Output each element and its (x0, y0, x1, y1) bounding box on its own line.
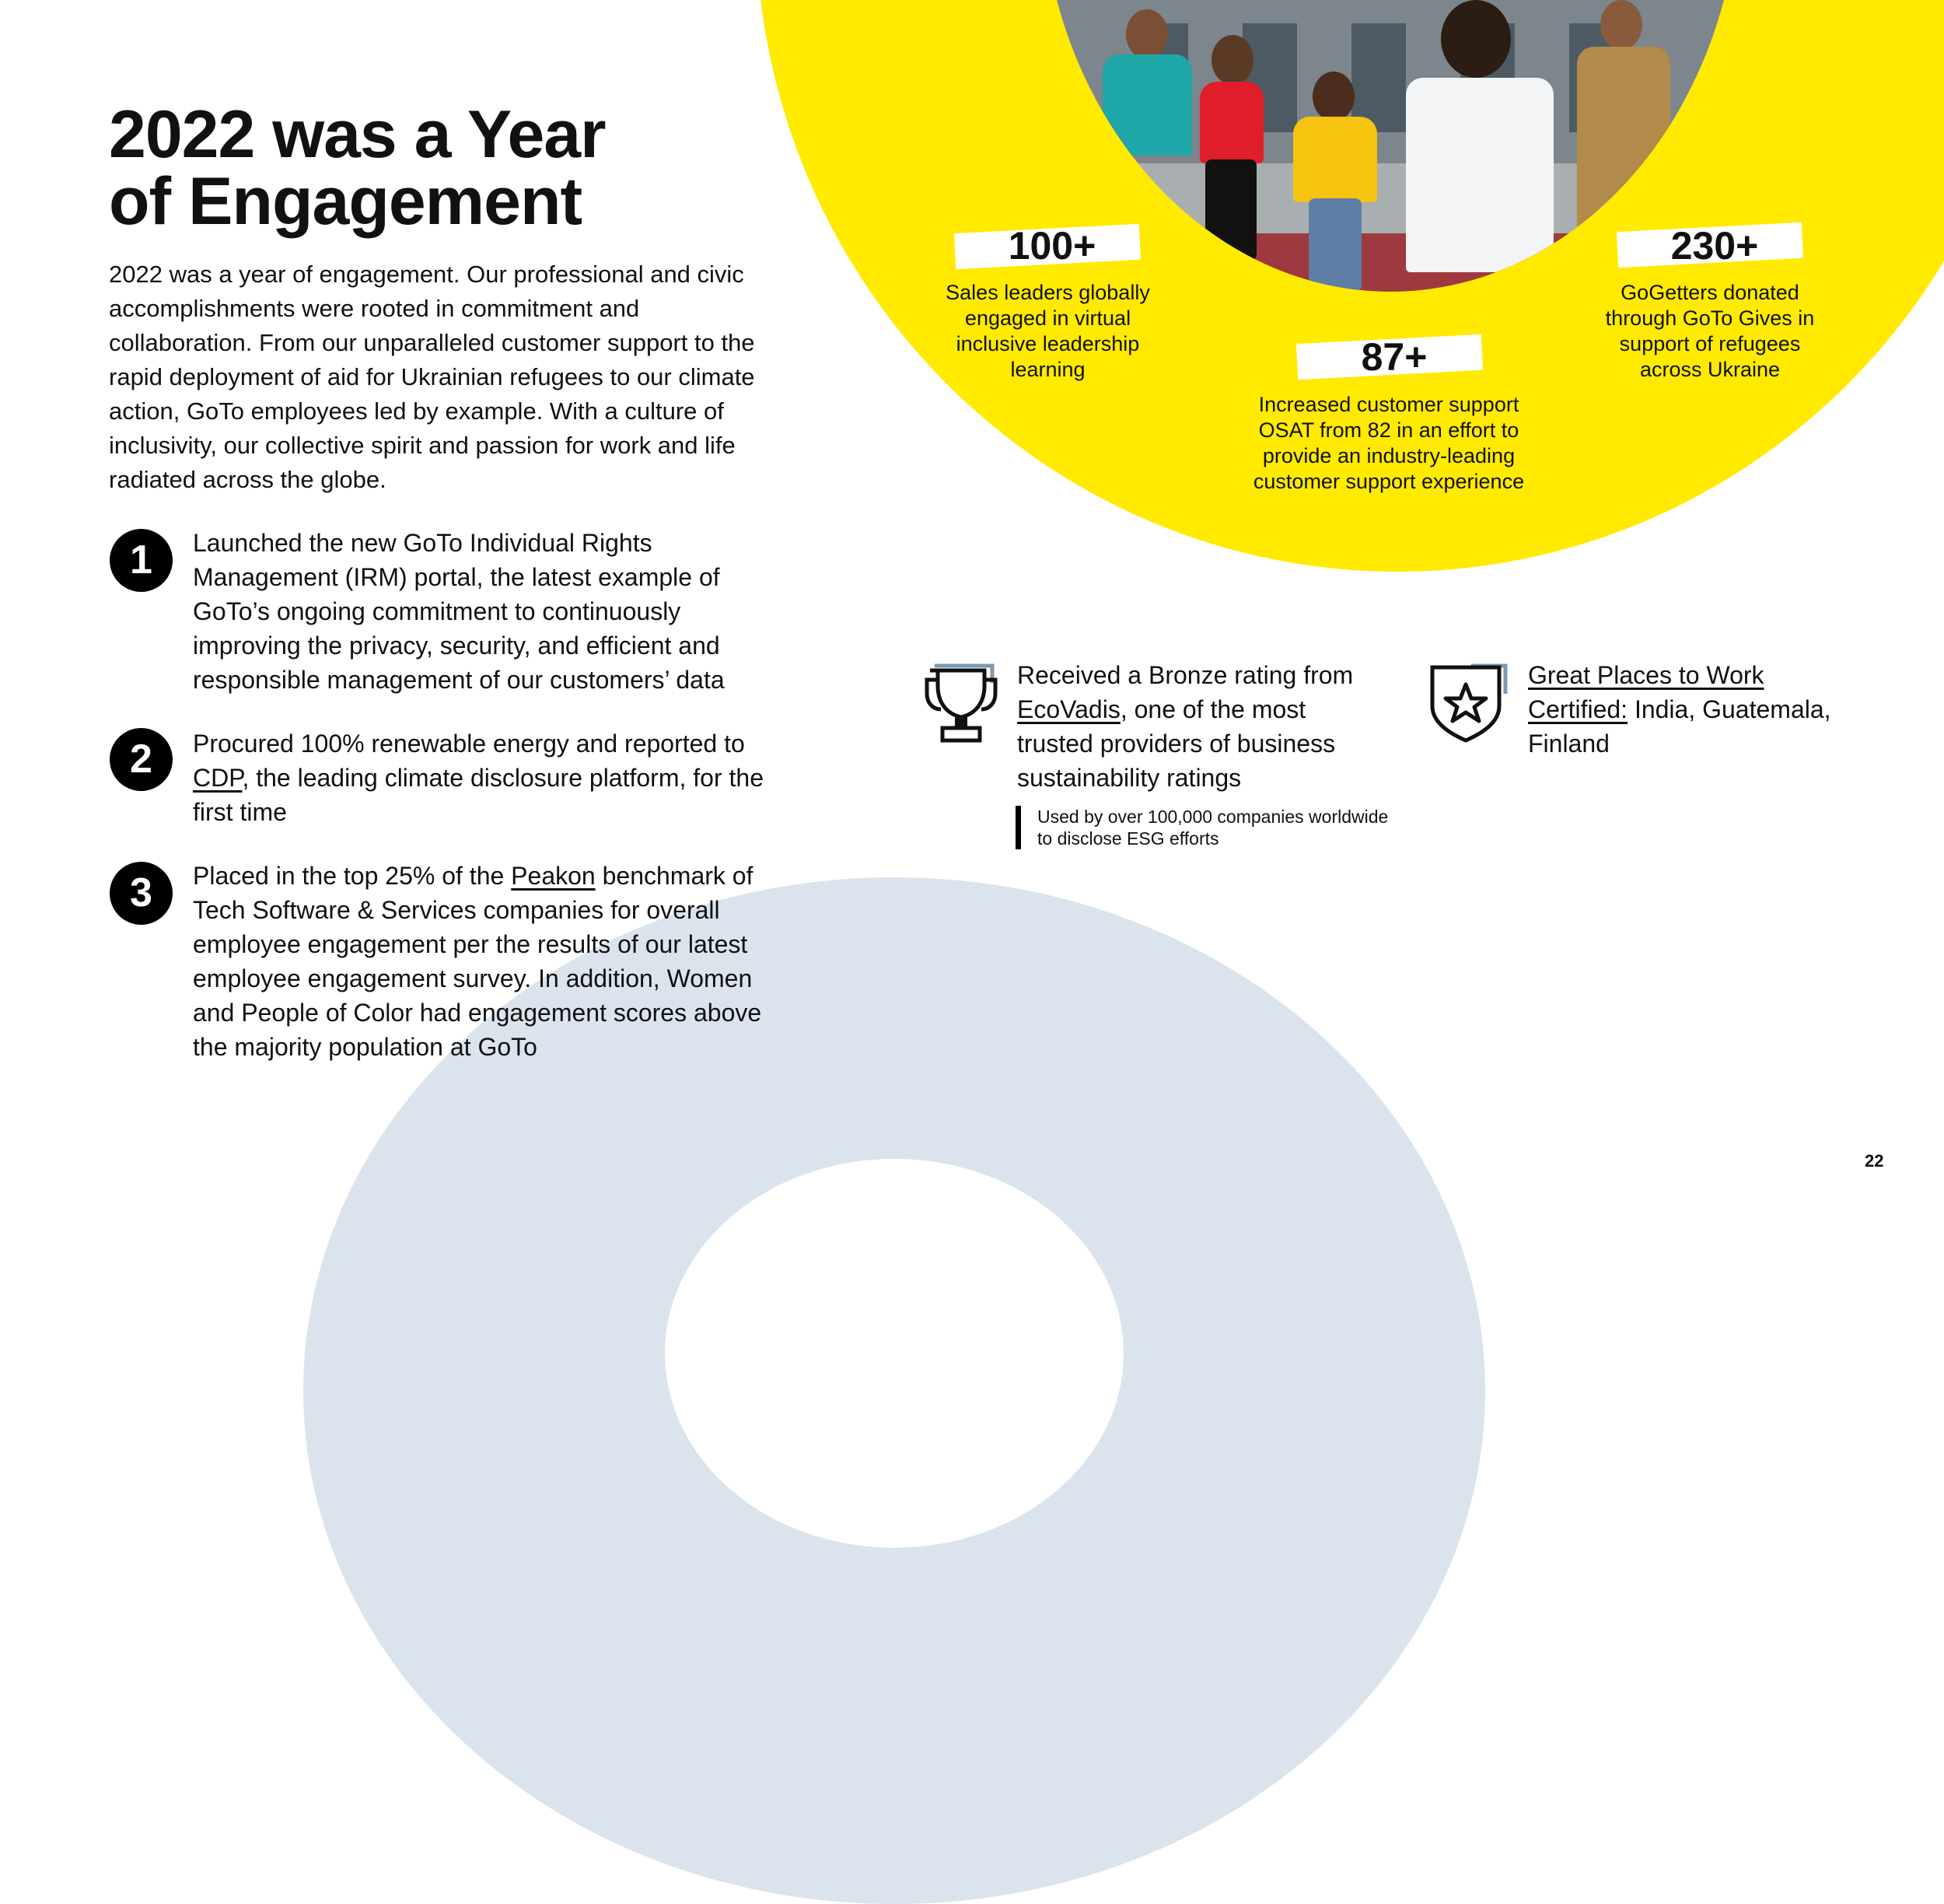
gptw-countries: India, Guatemala, Finland (1528, 695, 1831, 758)
stat-1-description: Sales leaders globally engaged in virtual inclusive leadership learning (946, 281, 1150, 381)
intro-paragraph: 2022 was a year of engagement. Our professional and civic accomplishments were rooted in commitment and collaboration. From our unparalleled customer support to the rapid deployment of aid for Ukrainian refugees to our climate action, GoTo employees led by example. With a culture of inclusivity, our collective spirit and passion for work and life radiated across the globe. (109, 261, 755, 493)
person-head (1212, 35, 1253, 85)
list-item-2-text (193, 726, 784, 829)
person-torso (1406, 78, 1554, 272)
bronze-note: Used by over 100,000 companies worldwide to disclose ESG efforts (1037, 807, 1389, 849)
blue-arc-inner (665, 1159, 1124, 1548)
list-item-2-text-start: Procured 100% renewable energy and reported to (193, 730, 745, 758)
peakon-link[interactable]: Peakon (511, 862, 596, 890)
stat-3-value: 230+ (1670, 224, 1759, 268)
person-legs (1205, 159, 1257, 261)
list-item-3-text (193, 859, 768, 1064)
stat-2-description: Increased customer support OSAT from 82 in an effort to provide an industry-leading customer support experience (1253, 393, 1525, 493)
badge-1: 1 (110, 529, 173, 592)
list-item-3-text-start: Placed in the top 25% of the (193, 862, 512, 890)
list-item-2-text-end: , the leading climate disclosure platform, for the first time (193, 764, 764, 826)
star-shield-icon (1428, 663, 1509, 744)
list-item-3-text-end: benchmark of Tech Software & Services companies for overall employee engagement per the results of our latest employee engagement survey. In addition, Women and People of Color had engagement scores above the majority population at GoTo (193, 862, 762, 1061)
stat-1-value: 100+ (1008, 224, 1096, 268)
gptw-link[interactable]: Great Places to Work Certified: (1528, 661, 1764, 723)
stat-2-value: 87+ (1361, 335, 1428, 379)
bronze-text-end: , one of the most trusted providers of business sustainability ratings (1017, 695, 1336, 792)
person-torso (1200, 82, 1264, 163)
note-accent-bar (1016, 806, 1021, 849)
person-head (1126, 9, 1168, 59)
badge-3: 3 (110, 862, 173, 925)
trophy-icon (924, 663, 998, 745)
gptw-text (1528, 658, 1855, 761)
person-torso (1293, 117, 1377, 202)
badge-2: 2 (110, 728, 173, 791)
person-head (1441, 0, 1511, 78)
stat-3-description: GoGetters donated through GoTo Gives in support of refugees across Ukraine (1605, 281, 1815, 381)
person-head (1313, 72, 1355, 121)
list-item-1-text: Launched the new GoTo Individual Rights Management (IRM) portal, the latest example of GoTo’s ongoing commitment to continuously improving the privacy, security, and efficient and responsible management of our customers’ data (193, 529, 725, 694)
page-number: 22 (1865, 1151, 1884, 1171)
cdp-link[interactable]: CDP (193, 764, 243, 792)
title-line-2: of Engagement (109, 164, 582, 239)
person-legs (1309, 198, 1362, 292)
bronze-text-start: Received a Bronze rating from (1017, 661, 1354, 689)
title-line-1: 2022 was a Year (109, 97, 606, 172)
page-title (109, 97, 809, 239)
bronze-rating-text (1017, 658, 1375, 795)
ecovadis-link[interactable]: EcoVadis (1017, 695, 1121, 723)
person-torso (1103, 54, 1192, 156)
person-head (1600, 0, 1642, 50)
photo-window (1351, 23, 1406, 132)
